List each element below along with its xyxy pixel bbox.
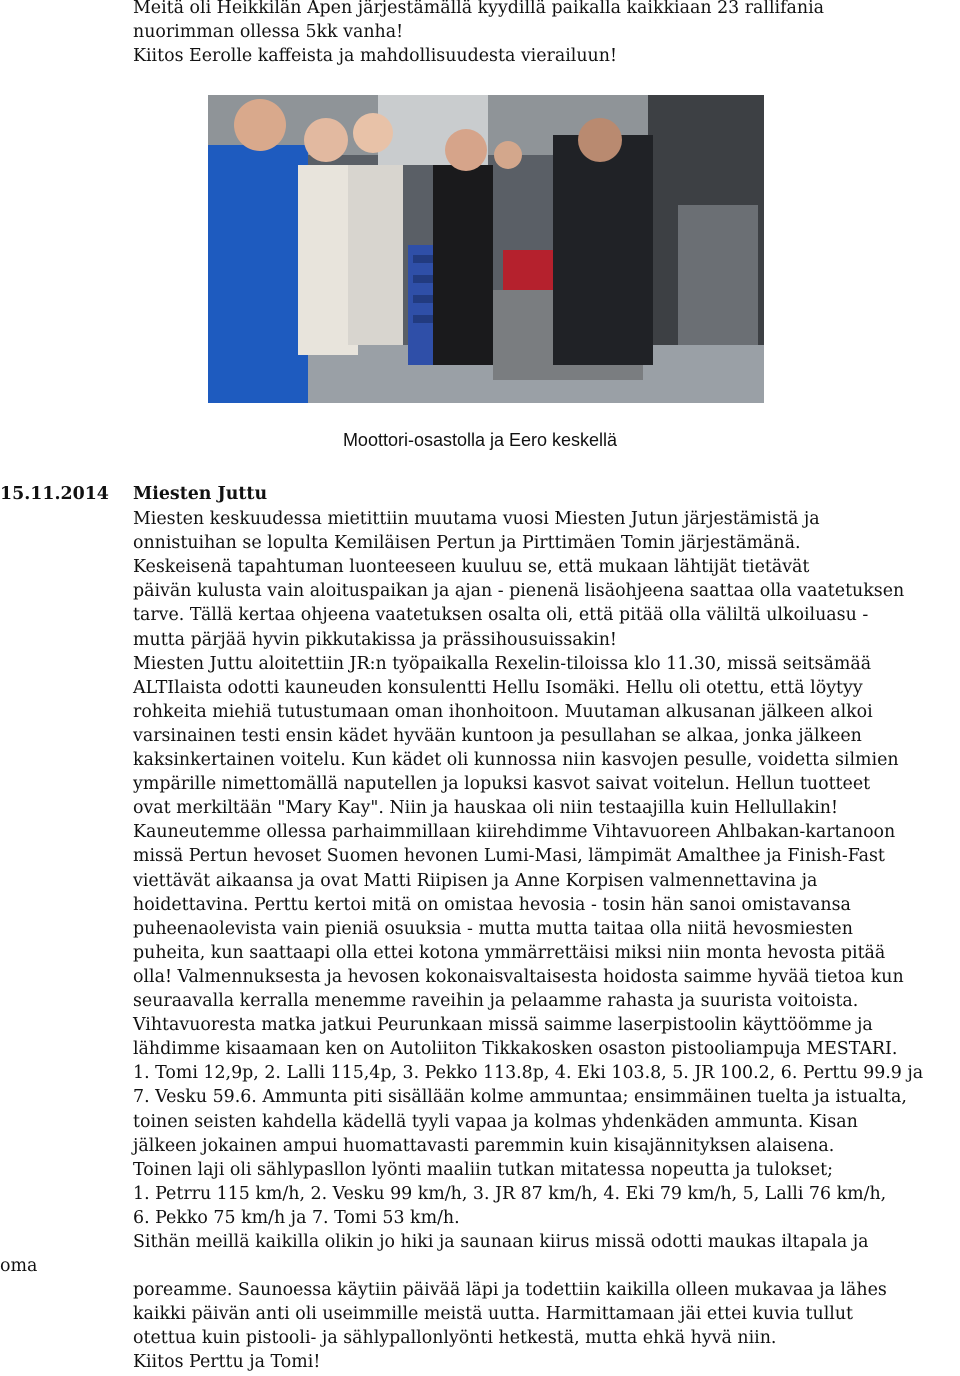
photo-caption: Moottori-osastolla ja Eero keskellä — [342, 430, 618, 450]
entry-line: poreamme. Saunoessa käytiin päivää läpi ja todettiin kaikilla olleen mukavaa ja lähes — [133, 1280, 887, 1301]
entry-line: hoidettavina. Perttu kertoi mitä on omistaa hevosia - tosin hän sanoi omistavansa — [133, 894, 851, 915]
side-label: oma — [0, 1256, 38, 1276]
entry-line: Toinen laji oli sählypasllon lyönti maaliin tutkan mitatessa nopeutta ja tulokset; — [133, 1159, 833, 1180]
entry-line: 6. Pekko 75 km/h ja 7. Tomi 53 km/h. — [133, 1207, 460, 1228]
entry-line: kaikki päivän anti oli useimmille meistä uutta. Harmittamaan jäi ettei kuvia tullut — [133, 1304, 854, 1325]
entry-line: päivän kulusta vain aloituspaikan ja ajan - pienenä lisäohjeena saattaa olla vaatetuksen — [133, 581, 905, 602]
entry-line: Sithän meillä kaikilla olikin jo hiki ja saunaan kiirus missä odotti maukas iltapala ja — [133, 1232, 869, 1252]
workshop-photo — [208, 95, 764, 403]
entry-line: puheenaolevista vain pieniä osuuksia - mutta mutta taitaa olla niitä hevosmiesten — [133, 918, 853, 939]
entry-line: Keskeisenä tapahtuman luonteeseen kuuluu se, että mukaan lähtijät tietävät — [133, 557, 810, 578]
entry-line: Kauneutemme ollessa parhaimmillaan kiirehdimme Vihtavuoreen Ahlbakan-kartanoon — [133, 822, 896, 843]
intro-line: nuorimman ollessa 5kk vanha! — [133, 22, 404, 42]
entry-title: Miesten Juttu — [133, 484, 268, 504]
entry-line: otettua kuin pistooli- ja sählypallonlyönti hetkestä, mutta ehkä hyvä niin. — [133, 1328, 777, 1349]
entry-line: 7. Vesku 59.6. Ammunta piti sisällään kolme ammuntaa; ensimmäinen tuelta ja istualta, — [133, 1087, 907, 1108]
entry-line: ovat merkiltään "Mary Kay". Niin ja hauskaa oli niin testaajilla kuin Hellullakin! — [133, 798, 838, 819]
entry-line: mutta pärjää hyvin pikkutakissa ja prässihousuissakin! — [133, 629, 617, 650]
entry-line: puheita, kun saattaapi olla ettei kotona ymmärrettäisi miksi niin monta hevosta pitää — [133, 942, 886, 963]
entry-line: jälkeen jokainen ampui huomattavasti paremmin kuin kisajännityksen alaisena. — [133, 1135, 835, 1156]
entry-line: onnistuihan se lopulta Kemiläisen Pertun ja Pirttimäen Tomin järjestämänä. — [133, 533, 801, 554]
entry-line: seuraavalla kerralla menemme raveihin ja pelaamme rahasta ja suurista voitoista. — [133, 991, 859, 1011]
entry-line: 1. Tomi 12,9p, 2. Lalli 115,4p, 3. Pekko 113.8p, 4. Eki 103.8, 5. JR 100.2, 6. Perttu 99.9 ja — [133, 1063, 924, 1084]
intro-line: Kiitos Eerolle kaffeista ja mahdollisuudesta vierailuun! — [133, 46, 617, 66]
entry-line: Miesten Juttu aloitettiin JR:n työpaikalla Rexelin-tiloissa klo 11.30, missä seitsämää — [133, 653, 872, 674]
intro-line: Meitä oli Heikkilän Apen järjestämällä kyydillä paikalla kaikkiaan 23 rallifania — [133, 0, 825, 18]
entry-line: kaksinkertainen voitelu. Kun kädet oli kunnossa niin kasvojen pesulle, voidetta silmien — [133, 750, 899, 770]
entry-line: tarve. Tällä kertaa ohjeena vaatetuksen osalta oli, että pitää olla väliltä ulkoiluasu - — [133, 605, 869, 626]
entry-line: ympärille nimettomällä naputellen ja lopuksi kasvot saivat voitelun. Hellun tuotteet — [133, 774, 871, 795]
entry-line: lähdimme kisaamaan ken on Autoliiton Tikkakosken osaston pistooliampuja MESTARI. — [133, 1039, 898, 1060]
entry-line: missä Pertun hevoset Suomen hevonen Lumi-Masi, lämpimät Amalthee ja Finish-Fast — [133, 846, 885, 867]
entry-line: ALTIlaista odotti kauneuden konsulentti Hellu Isomäki. Hellu oli otettu, että löytyy — [133, 677, 863, 698]
entry-line: 1. Petrru 115 km/h, 2. Vesku 99 km/h, 3. JR 87 km/h, 4. Eki 79 km/h, 5, Lalli 76 km/h, — [133, 1183, 887, 1204]
entry-line: Kiitos Perttu ja Tomi! — [133, 1352, 321, 1373]
entry-line: toinen seisten kahdella kädellä tyyli vapaa ja kolmas yhdenkäden ammunta. Kisan — [133, 1111, 858, 1132]
entry-line: Miesten keskuudessa mietittiin muutama vuosi Miesten Jutun järjestämistä ja — [133, 509, 820, 529]
entry-line: Vihtavuoresta matka jatkui Peurunkaan missä saimme laserpistoolin käyttöömme ja — [133, 1015, 873, 1036]
entry-line: viettävät aikaansa ja ovat Matti Riipisen ja Anne Korpisen valmennettavina ja — [133, 870, 818, 891]
entry-date: 15.11.2014 — [0, 484, 109, 504]
entry-line: rohkeita miehiä tutustumaan oman ihonhoitoon. Muutaman alkusanan jälkeen alkoi — [133, 701, 873, 722]
entry-line: olla! Valmennuksesta ja hevosen kokonaisvaltaisesta hoidosta saimme hyvää tietoa kun — [133, 966, 904, 987]
entry-line: varsinainen testi ensin kädet hyvään kuntoon ja pesullahan se alkaa, jonka jälkeen — [133, 725, 862, 746]
